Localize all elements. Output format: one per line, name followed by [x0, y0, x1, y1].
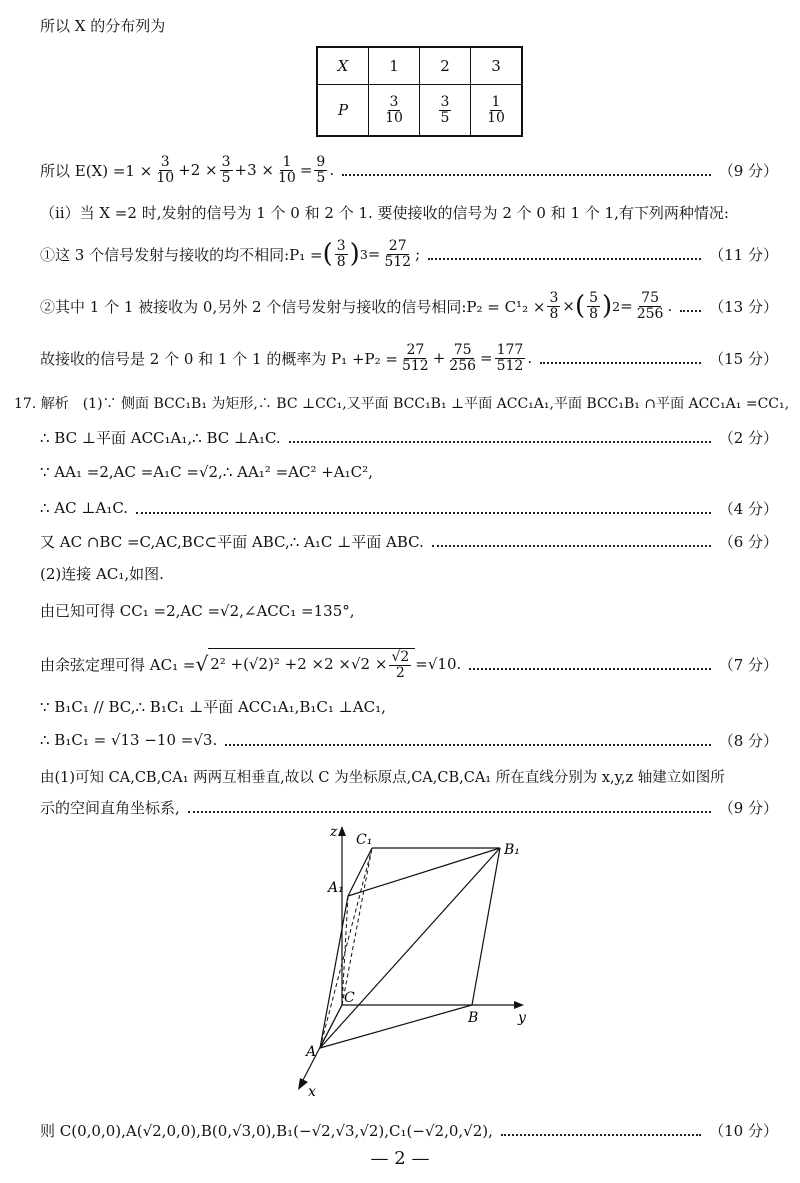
proof-line: 由已知可得 CC₁ =2,AC =√2,∠ACC₁ =135°,: [40, 601, 355, 620]
table-cell: 3: [471, 47, 523, 85]
table-row: [317, 85, 522, 137]
score: （8 分）: [718, 731, 778, 750]
point-C1-label: C₁: [356, 832, 373, 848]
score: （9 分）: [718, 798, 778, 817]
page-number: — 2 —: [370, 1148, 430, 1169]
score: （4 分）: [718, 499, 778, 518]
fraction: $\frac{75}{256}$: [636, 289, 664, 322]
x-arrow-icon: [298, 1078, 308, 1090]
fraction: $\frac{27}{512}$: [401, 341, 429, 374]
proof-line: ∴ BC ⊥平面 ACC₁A₁,∴ BC ⊥A₁C. （2 分）: [40, 428, 778, 447]
frac-cell: $\frac{3}{10}$: [385, 93, 403, 126]
edge-AB: [320, 1005, 472, 1048]
point-A-label: A: [306, 1044, 317, 1060]
fraction: $\frac{1}{10}$: [277, 153, 296, 186]
point-A1-label: A₁: [328, 880, 344, 896]
dot-leader: [680, 310, 701, 312]
fraction: $\frac{3}{5}$: [221, 153, 231, 186]
table-cell: X: [317, 47, 369, 85]
dot-leader: [540, 362, 701, 364]
edge-A1C1: [348, 848, 372, 896]
case1-line: ①这 3 个信号发射与接收的均不相同:P₁ = ( $\frac{3}{8}$ ) 3 = $\frac{27}{512}$ ; （11 分）: [40, 237, 778, 270]
score: （15 分）: [709, 349, 778, 368]
sqrt-expression: √ 2² +(√2)² +2 ×2 ×√2 × $\frac{√2}{2}$: [195, 648, 415, 680]
case2-line: ②其中 1 个 1 被接收为 0,另外 2 个信号发射与接收的信号相同:P₂ = C¹₂ × $\frac{3}{8}$ × ( $\frac{5}{8}$ ) 2 = $\frac{75}{256}$ . （13 分）: [40, 289, 778, 322]
x-label: x: [308, 1084, 316, 1100]
fraction: $\frac{75}{256}$: [449, 341, 477, 374]
proof-line: (2)连接 AC₁,如图.: [40, 564, 164, 583]
proof-line: 由(1)可知 CA,CB,CA₁ 两两互相垂直,故以 C 为坐标原点,CA,CB,CA₁ 所在直线分别为 x,y,z 轴建立如图所: [40, 769, 725, 786]
table-cell: 2: [420, 47, 471, 85]
score: （13 分）: [709, 297, 778, 316]
proof-line: 示的空间直角坐标系, （9 分）: [40, 798, 778, 817]
conclusion-line: 故接收的信号是 2 个 0 和 1 个 1 的概率为 P₁ +P₂ = $\frac{27}{512}$ + $\frac{75}{256}$ = $\frac{177}{512}$ . （15 分）: [40, 341, 778, 374]
y-label: y: [518, 1010, 526, 1026]
score: （10 分）: [709, 1121, 778, 1140]
score: （11 分）: [709, 245, 778, 264]
dot-leader: [501, 1134, 701, 1136]
score: （6 分）: [718, 532, 778, 551]
q17-heading-line: 17. 解析 (1)∵ 侧面 BCC₁B₁ 为矩形,∴ BC ⊥CC₁,又平面 BCC₁B₁ ⊥平面 ACC₁A₁,平面 BCC₁B₁ ∩平面 ACC₁A₁ =CC₁,: [14, 396, 790, 412]
coordinate-figure: [280, 820, 540, 1100]
table-cell: P: [317, 85, 369, 137]
fraction: $\frac{9}{5}$: [316, 153, 326, 186]
dot-leader: [188, 811, 711, 813]
table-cell: [369, 85, 420, 137]
edge-AC1: [320, 848, 372, 1048]
fraction: $\frac{5}{8}$: [589, 289, 599, 322]
expectation-line: 所以 E(X) =1 × $\frac{3}{10}$ +2 × $\frac{3}{5}$ +3 × $\frac{1}{10}$ = $\frac{9}{5}$ . （9 分）: [40, 153, 778, 186]
distribution-table: [316, 46, 523, 137]
y-arrow-icon: [514, 1001, 524, 1009]
dot-leader: [342, 174, 711, 176]
intro-line: 所以 X 的分布列为: [40, 16, 166, 35]
point-B-label: B: [468, 1010, 479, 1026]
fraction: $\frac{3}{10}$: [156, 153, 175, 186]
score: （7 分）: [718, 655, 778, 674]
frac-cell: $\frac{1}{10}$: [487, 93, 505, 126]
edge-AA1: [320, 896, 348, 1048]
point-B1-label: B₁: [504, 842, 520, 858]
dot-leader: [432, 545, 711, 547]
proof-line: ∵ AA₁ =2,AC =A₁C =√2,∴ AA₁² =AC² +A₁C²,: [40, 463, 373, 481]
fraction: $\frac{177}{512}$: [496, 341, 524, 374]
point-C-label: C: [344, 990, 355, 1006]
fraction: $\frac{3}{8}$: [336, 237, 346, 270]
z-label: z: [330, 824, 338, 840]
frac-cell: $\frac{3}{5}$: [440, 93, 450, 126]
dot-leader: [428, 258, 701, 260]
fraction: $\frac{27}{512}$: [384, 237, 412, 270]
dot-leader: [225, 744, 710, 746]
edge-BB1: [472, 848, 500, 1005]
cosine-law-line: 由余弦定理可得 AC₁ = √ 2² +(√2)² +2 ×2 ×√2 × $\frac{√2}{2}$ = √10. （7 分）: [40, 648, 778, 681]
proof-line: ∴ B₁C₁ = √13 −10 =√3. （8 分）: [40, 731, 778, 750]
proof-line: 又 AC ∩BC =C,AC,BC⊂平面 ABC,∴ A₁C ⊥平面 ABC. （6 分）: [40, 532, 778, 551]
dot-leader: [469, 668, 710, 670]
case-intro-line: （ⅱ）当 X =2 时,发射的信号为 1 个 0 和 2 个 1. 要使接收的信号为 2 个 0 和 1 个 1,有下列两种情况:: [40, 203, 729, 222]
table-cell: [420, 85, 471, 137]
proof-line: ∵ B₁C₁ // BC,∴ B₁C₁ ⊥平面 ACC₁A₁,B₁C₁ ⊥AC₁,: [40, 697, 386, 716]
table-cell: [471, 85, 523, 137]
table-cell: 1: [369, 47, 420, 85]
table-row: [317, 47, 522, 85]
coordinates-line: 则 C(0,0,0),A(√2,0,0),B(0,√3,0),B₁(−√2,√3,√2),C₁(−√2,0,√2), （10 分）: [40, 1121, 778, 1140]
dot-leader: [289, 441, 711, 443]
dot-leader: [136, 512, 711, 514]
z-arrow-icon: [338, 826, 346, 836]
score: （9 分）: [718, 161, 778, 180]
fraction: $\frac{3}{8}$: [549, 289, 559, 322]
score: （2 分）: [718, 428, 778, 447]
proof-line: ∴ AC ⊥A₁C. （4 分）: [40, 499, 778, 518]
edge-A1B1: [348, 848, 500, 896]
